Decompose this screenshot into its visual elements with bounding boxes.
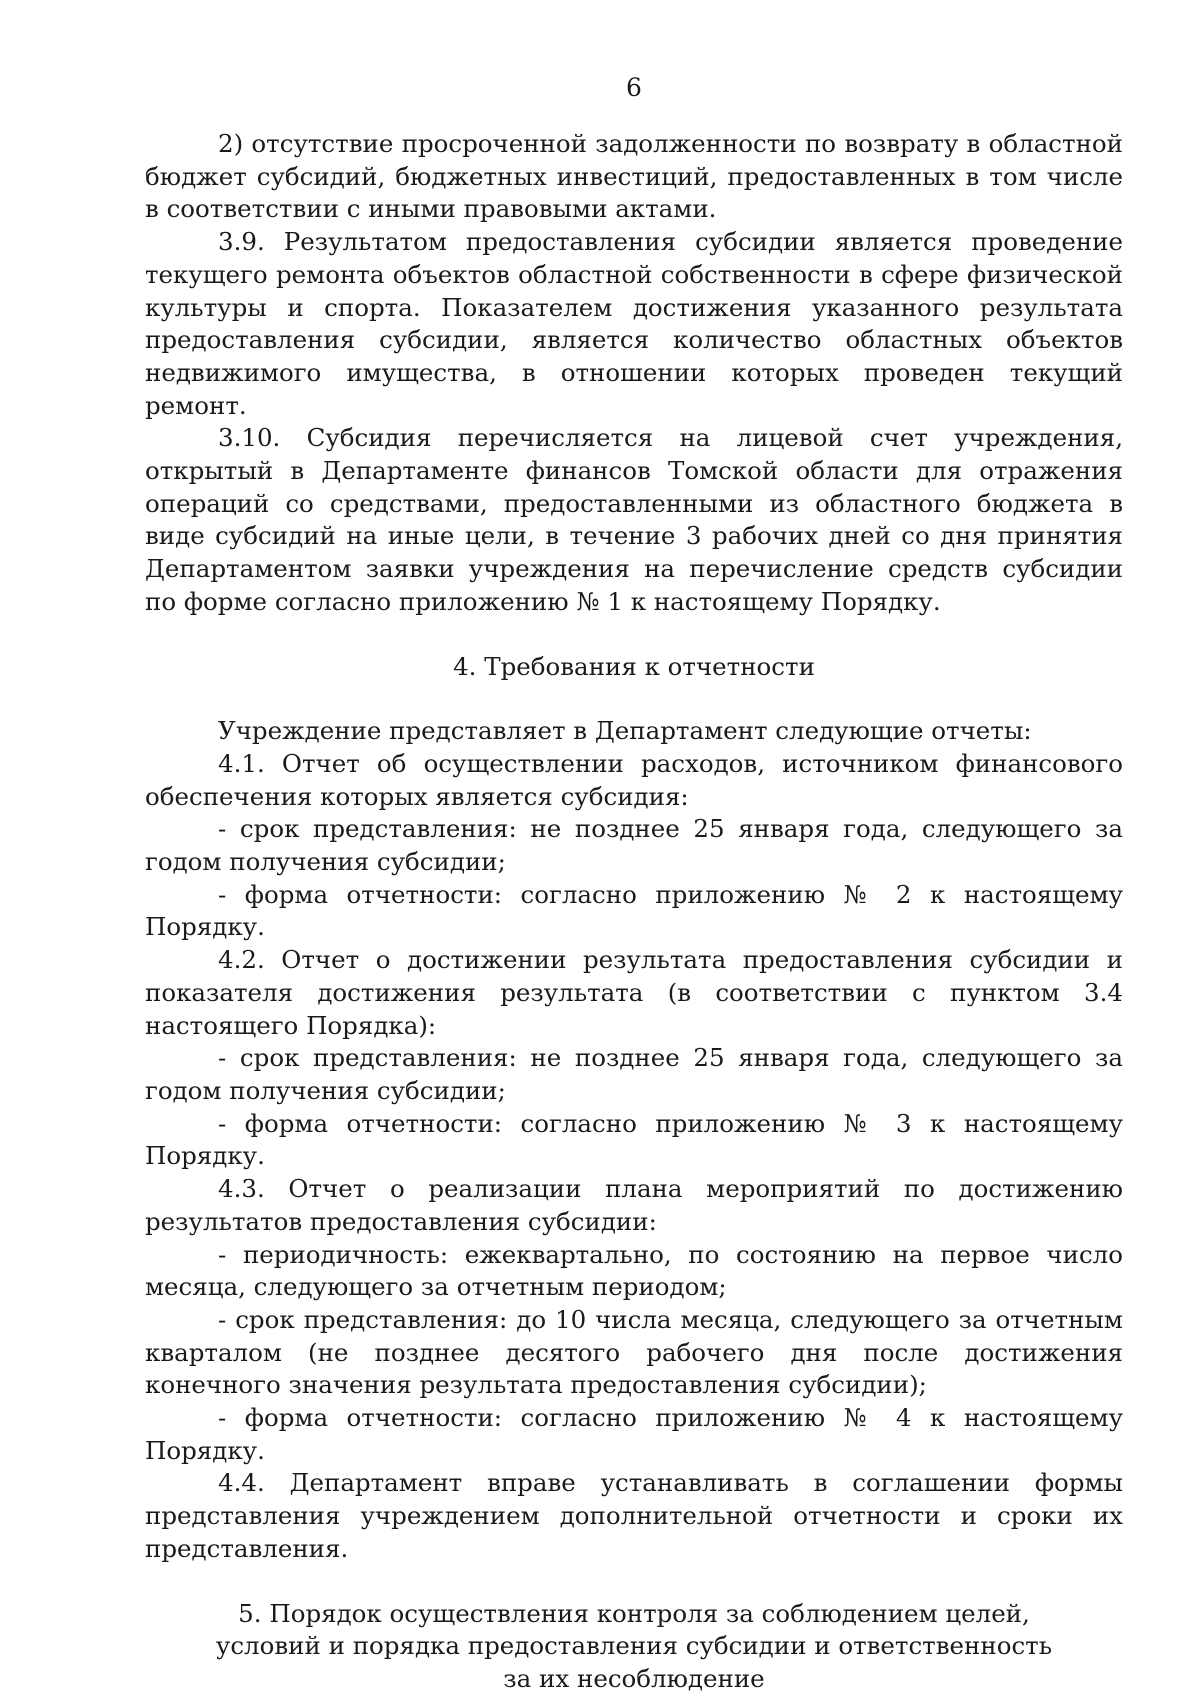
paragraph-4-3: 4.3. Отчет о реализации плана мероприятий по достижению результатов предоставления субсидии: [145, 1174, 1123, 1236]
paragraph-4-1-deadline: - срок представления: не позднее 25 января года, следующего за годом получения субсидии; [145, 814, 1123, 877]
paragraph-3-10-transfer: 3.10. Субсидия перечисляется на лицевой счет учреждения, открытый в Департаменте финансов Томской области для отражения операций со средствами, предоставленными из областного бюджета в виде субсидий на иные цели, в течение 3 рабочих дней со дня принятия Департаментом заявки учреждения на перечисление средств субсидии по форме согласно приложению № 1 к настоящему Порядку. [145, 423, 1123, 616]
paragraph-4-3-periodicity: - периодичность: ежеквартально, по состоянию на первое число месяца, следующего за отчетным периодом; [145, 1239, 1123, 1302]
paragraph-2-no-debt: 2) отсутствие просроченной задолженности по возврату в областной бюджет субсидий, бюджетных инвестиций, предоставленных в том числе в соответствии с иными правовыми актами. [145, 129, 1123, 224]
section-4-heading: 4. Требования к отчетности [453, 651, 815, 681]
paragraph-4-2: 4.2. Отчет о достижении результата предоставления субсидии и показателя достижения результата (в соответствии с пунктом 3.4 настоящего Порядка): [145, 945, 1123, 1040]
paragraph-4-3-deadline: - срок представления: до 10 числа месяца, следующего за отчетным кварталом (не позднее десятого рабочего дня после достижения конечного значения результата предоставления субсидии); [145, 1304, 1123, 1400]
paragraph-reports-intro: Учреждение представляет в Департамент следующие отчеты: [218, 716, 1032, 746]
paragraph-4-4: 4.4. Департамент вправе устанавливать в соглашении формы представления учреждением дополнительной отчетности и сроки их представления. [145, 1468, 1123, 1563]
paragraph-4-2-form: - форма отчетности: согласно приложению № 3 к настоящему Порядку. [145, 1108, 1123, 1171]
spacer [145, 1566, 1123, 1598]
page-number: 6 [626, 73, 642, 102]
paragraph-3-9-result: 3.9. Результатом предоставления субсидии является проведение текущего ремонта объектов областной собственности в сфере физической культуры и спорта. Показателем достижения указанного результата предоставления субсидии, является количество областных объектов недвижимого имущества, в отношении которых проведен текущий ремонт. [145, 227, 1123, 420]
paragraph-4-3-form: - форма отчетности: согласно приложению № 4 к настоящему Порядку. [145, 1403, 1123, 1465]
spacer [145, 619, 1123, 651]
paragraph-4-1-form: - форма отчетности: согласно приложению № 2 к настоящему Порядку. [145, 879, 1123, 942]
document-page [145, 72, 1123, 1696]
paragraph-4-2-deadline: - срок представления: не позднее 25 января года, следующего за годом получения субсидии; [145, 1043, 1123, 1105]
paragraph-4-1: 4.1. Отчет об осуществлении расходов, источником финансового обеспечения которых является субсидия: [145, 748, 1123, 811]
spacer [145, 683, 1123, 715]
section-5-heading: 5. Порядок осуществления контроля за соблюдением целей, условий и порядка предоставления субсидии и ответственность за их несоблюдение [215, 1598, 1053, 1693]
